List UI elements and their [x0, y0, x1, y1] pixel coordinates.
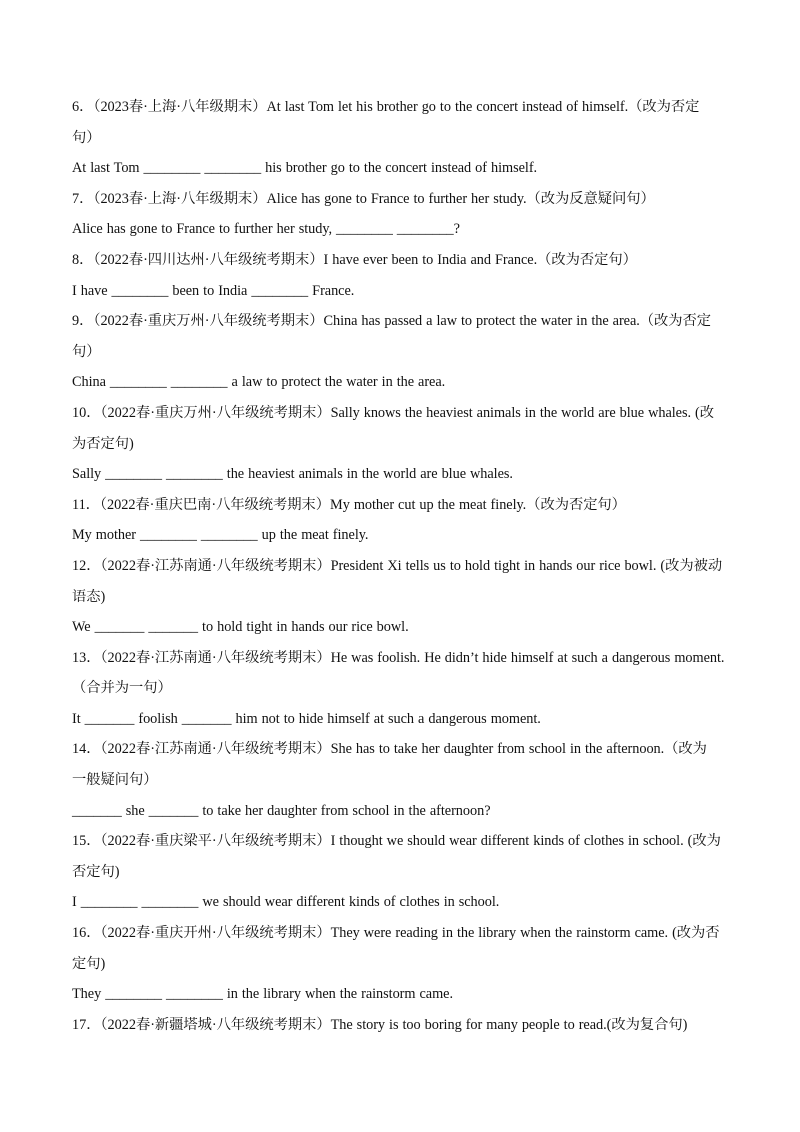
question-text: （2022春·新疆塔城·八年级统考期末）The story is too boring for many people to read.(改为复合句)	[100, 1016, 688, 1033]
question-number: 17．	[72, 1016, 101, 1033]
question-text: （2022春·江苏南通·八年级统考期末）President Xi tells us to hold tight in hands our rice bowl. (改为被动	[100, 557, 723, 574]
question-12-answer-line: We _______ _______ to hold tight in hands our rice bowl.	[72, 619, 409, 636]
question-number: 14．	[72, 741, 101, 758]
question-number: 9．	[72, 313, 94, 330]
question-12-prompt	[72, 551, 730, 582]
question-7-answer-line: Alice has gone to France to further her study, ________ ________?	[72, 221, 460, 238]
question-text: （2022春·重庆万州·八年级统考期末）Sally knows the heaviest animals in the world are blue whales. (改	[100, 404, 714, 421]
question-16-prompt	[72, 918, 730, 949]
question-15-prompt	[72, 826, 730, 857]
question-7-prompt	[72, 184, 730, 215]
question-14-answer-line: _______ she _______ to take her daughter from school in the afternoon?	[72, 802, 491, 819]
question-number: 13．	[72, 649, 101, 666]
question-13-prompt	[72, 643, 730, 674]
question-text: （2022春·重庆开州·八年级统考期末）They were reading in the library when the rainstorm came. (改为否	[100, 925, 720, 942]
question-11-prompt	[72, 490, 730, 521]
question-text: （2022春·江苏南通·八年级统考期末）She has to take her daughter from school in the afternoon.（改为	[100, 741, 707, 758]
question-text: （2022春·重庆巴南·八年级统考期末）My mother cut up the meat finely.（改为否定句）	[99, 496, 626, 513]
question-number: 12．	[72, 557, 101, 574]
question-text: （2022春·四川达州·八年级统考期末）I have ever been to India and France.（改为否定句）	[93, 251, 637, 268]
question-number: 10．	[72, 404, 101, 421]
question-number: 7．	[72, 190, 94, 207]
question-6-prompt-continued: 句）	[72, 129, 101, 146]
question-10-answer-line: Sally ________ ________ the heaviest animals in the world are blue whales.	[72, 466, 513, 483]
question-17-prompt	[72, 1010, 730, 1041]
question-16-prompt-continued: 定句)	[72, 955, 106, 972]
question-13-prompt-continued: （合并为一句）	[72, 680, 172, 697]
question-number: 15．	[72, 833, 101, 850]
question-text: （2023春·上海·八年级期末）At last Tom let his brother go to the concert instead of himself.（改为否定	[93, 99, 700, 115]
question-13-answer-line: It _______ foolish _______ him not to hide himself at such a dangerous moment.	[72, 710, 541, 727]
question-14-prompt	[72, 734, 730, 765]
question-8-prompt	[72, 245, 730, 276]
question-15-answer-line: I ________ ________ we should wear different kinds of clothes in school.	[72, 894, 500, 911]
question-12-prompt-continued: 语态)	[72, 588, 106, 605]
question-text: （2022春·重庆梁平·八年级统考期末）I thought we should wear different kinds of clothes in school. (改为	[100, 833, 721, 850]
question-8-answer-line: I have ________ been to India ________ France.	[72, 282, 355, 299]
question-number: 16．	[72, 925, 101, 942]
question-number: 11．	[72, 496, 100, 513]
question-16-answer-line: They ________ ________ in the library when the rainstorm came.	[72, 986, 453, 1003]
question-text: （2022春·重庆万州·八年级统考期末）China has passed a law to protect the water in the area.（改为否定	[93, 313, 712, 330]
question-9-answer-line: China ________ ________ a law to protect the water in the area.	[72, 374, 446, 391]
question-number: 6．	[72, 99, 94, 115]
question-text: （2022春·江苏南通·八年级统考期末）He was foolish. He didn’t hide himself at such a dangerous moment.	[100, 649, 725, 666]
question-9-prompt-continued: 句）	[72, 343, 101, 360]
question-14-prompt-continued: 一般疑问句）	[72, 772, 158, 789]
question-9-prompt	[72, 306, 730, 337]
question-6-answer-line: At last Tom ________ ________ his brother go to the concert instead of himself.	[72, 160, 538, 177]
question-6-prompt	[72, 92, 730, 123]
question-11-answer-line: My mother ________ ________ up the meat finely.	[72, 527, 369, 544]
question-number: 8．	[72, 251, 94, 268]
question-text: （2023春·上海·八年级期末）Alice has gone to France to further her study.（改为反意疑问句）	[93, 190, 655, 207]
question-10-prompt-continued: 为否定句)	[72, 435, 134, 452]
question-10-prompt	[72, 398, 730, 429]
question-15-prompt-continued: 否定句)	[72, 863, 120, 880]
